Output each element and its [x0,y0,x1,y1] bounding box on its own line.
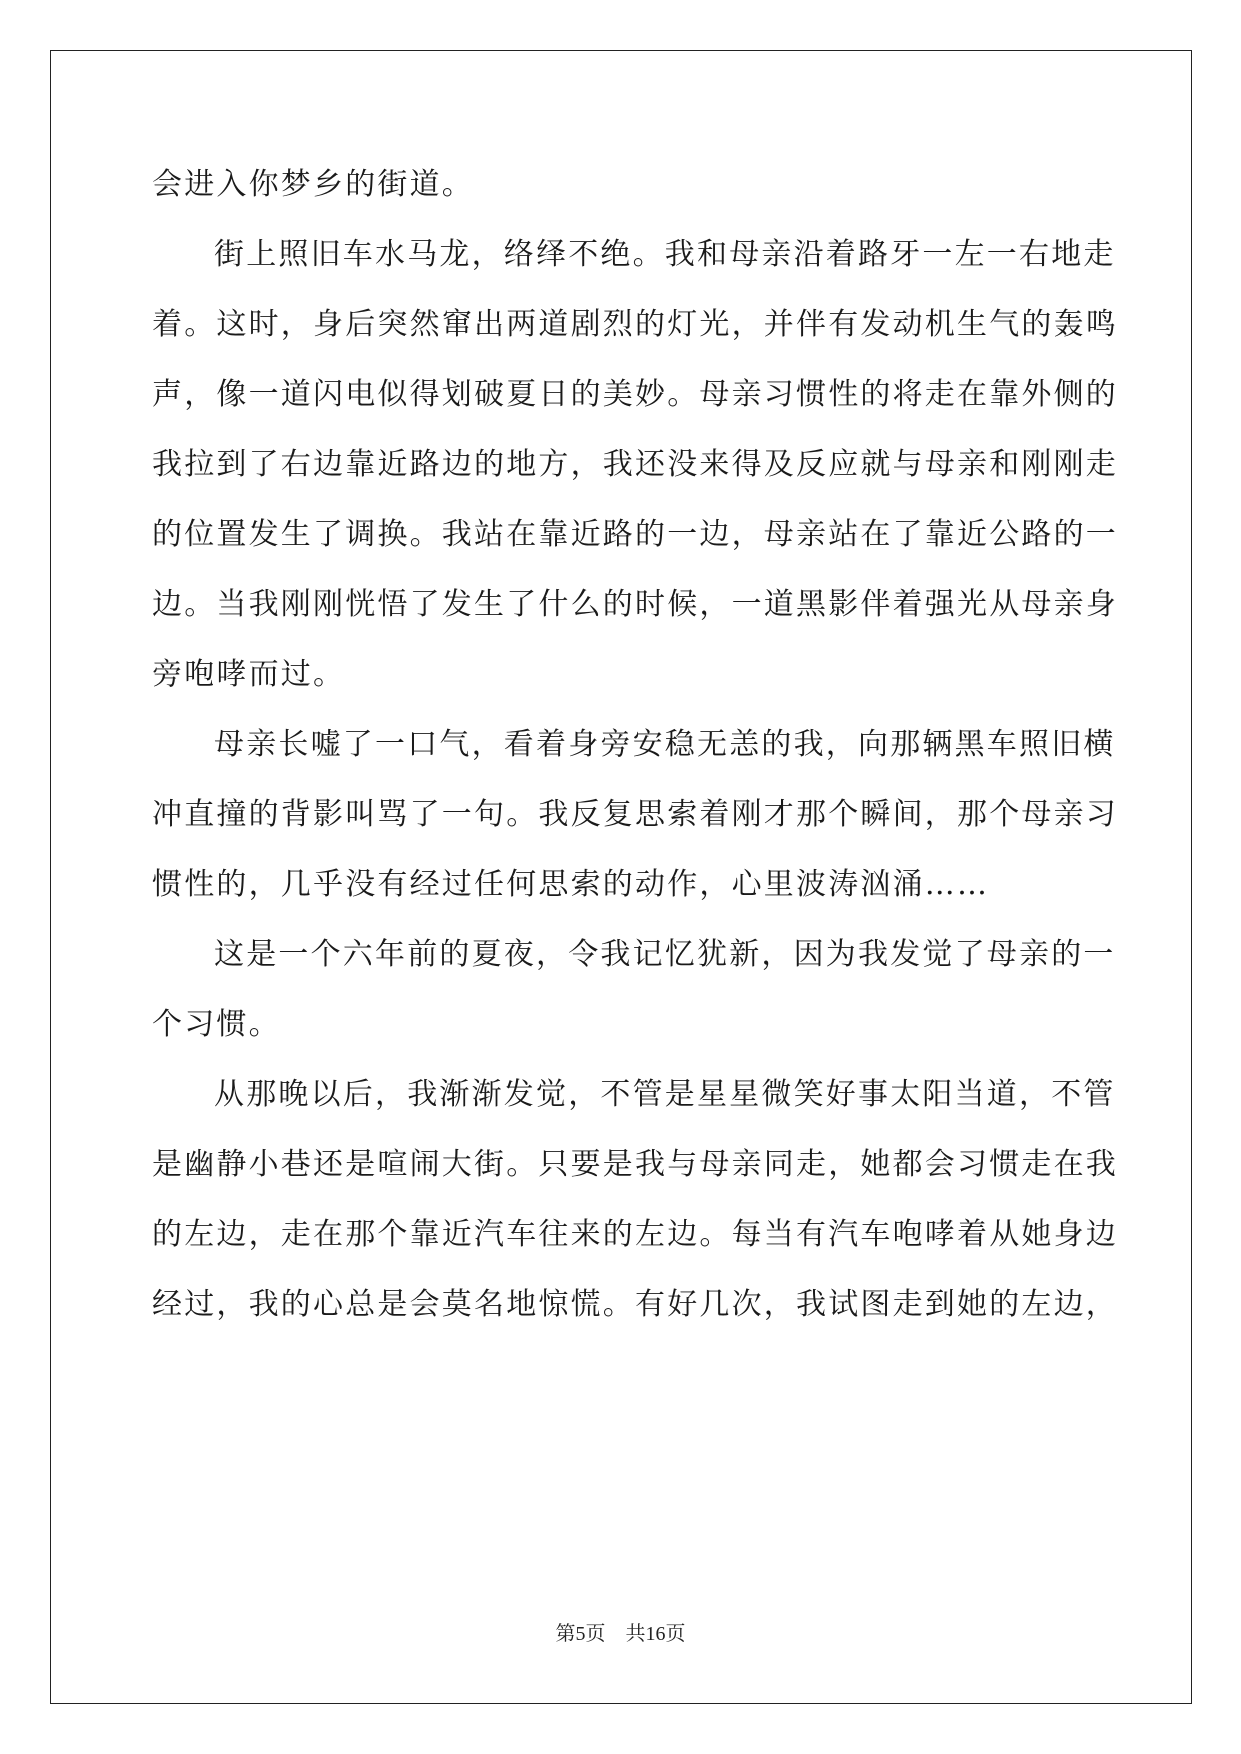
text-line: 的位置发生了调换。我站在靠近路的一边，母亲站在了靠近公路的一 [152,517,1118,552]
text-line: 经过，我的心总是会莫名地惊慌。有好几次，我试图走到她的左边， [152,1287,1118,1322]
page-total-number: 16 [645,1623,666,1645]
page-footer [0,1620,1241,1648]
text-line: 着。这时，身后突然窜出两道剧烈的灯光，并伴有发动机生气的轰鸣 [152,307,1118,342]
page-number-current: 5 [575,1623,586,1645]
paragraph-start-line: 这是一个六年前的夏夜，令我记忆犹新，因为我发觉了母亲的一 [214,937,1116,972]
text-line: 惯性的，几乎没有经过任何思索的动作，心里波涛汹涌…… [152,867,990,902]
text-line: 的左边，走在那个靠近汽车往来的左边。每当有汽车咆哮着从她身边 [152,1217,1118,1252]
page-number-prefix: 第 [555,1623,576,1645]
text-line: 是幽静小巷还是喧闹大街。只要是我与母亲同走，她都会习惯走在我 [152,1147,1118,1182]
page-total-suffix: 页 [665,1623,686,1645]
page-number-suffix: 页 [585,1623,606,1645]
text-line: 会进入你梦乡的街道。 [152,167,474,202]
text-line: 边。当我刚刚恍悟了发生了什么的时候，一道黑影伴着强光从母亲身 [152,587,1118,622]
text-line: 个习惯。 [152,1007,281,1042]
paragraph-start-line: 母亲长嘘了一口气，看着身旁安稳无恙的我，向那辆黑车照旧横 [214,727,1116,762]
text-line: 声，像一道闪电似得划破夏日的美妙。母亲习惯性的将走在靠外侧的 [152,377,1118,412]
page-total-prefix: 共 [625,1623,646,1645]
paragraph-start-line: 从那晚以后，我渐渐发觉，不管是星星微笑好事太阳当道，不管 [214,1077,1116,1112]
text-line: 冲直撞的背影叫骂了一句。我反复思索着刚才那个瞬间，那个母亲习 [152,797,1118,832]
text-line: 我拉到了右边靠近路边的地方，我还没来得及反应就与母亲和刚刚走 [152,447,1118,482]
text-line: 旁咆哮而过。 [152,657,346,692]
paragraph-start-line: 街上照旧车水马龙，络绎不绝。我和母亲沿着路牙一左一右地走 [214,237,1116,272]
